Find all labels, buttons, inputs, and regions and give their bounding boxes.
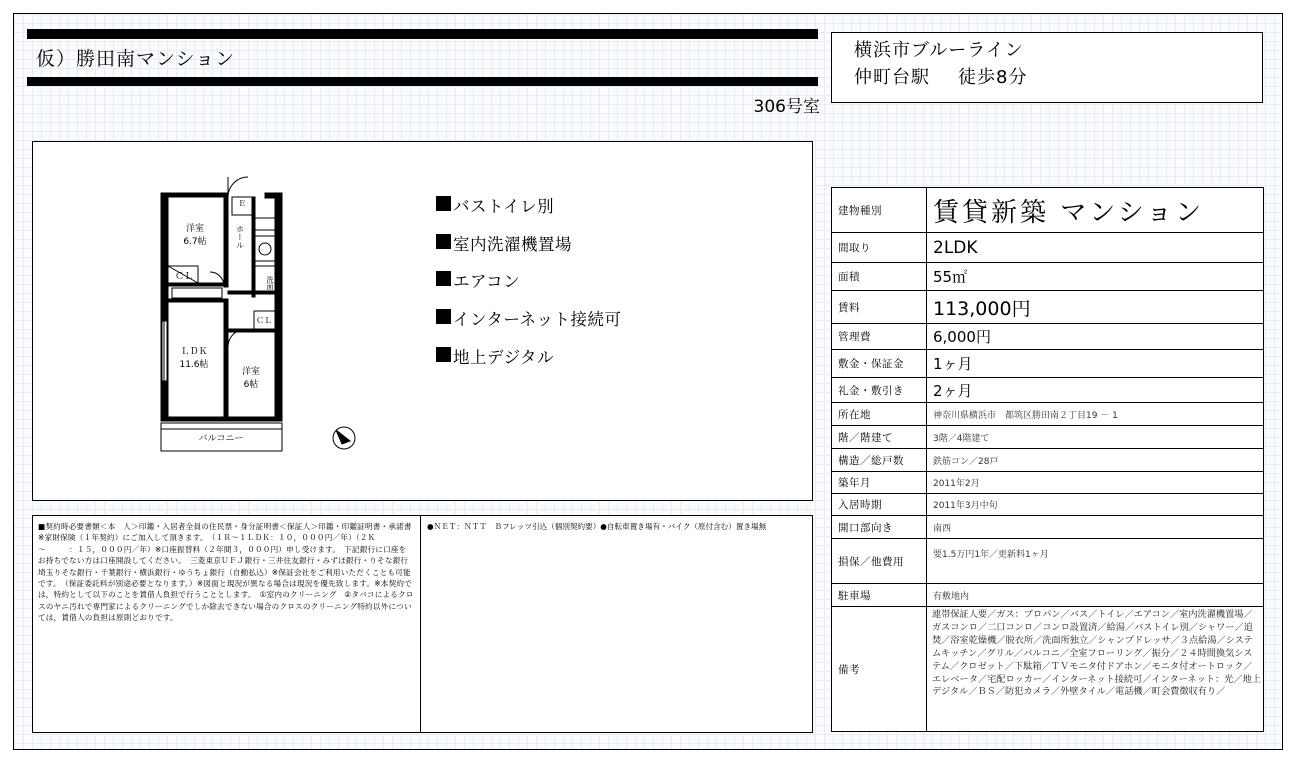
train-line: 横浜市ブルーライン <box>854 40 1024 61</box>
table-row: 構造／総戸数 鉄筋コン／28戸 <box>832 449 1264 472</box>
balcony-label: バルコニー <box>198 434 244 444</box>
ldk-label: ＬＤＫ <box>180 347 208 357</box>
rent-value: 113,000円 <box>927 291 1264 324</box>
table-row: 礼金・敷引き 2ヶ月 <box>832 378 1264 403</box>
closet-2-label: ＣＬ <box>256 316 272 325</box>
room-western-1-size: 6.7帖 <box>183 237 207 247</box>
built-value: 2011年2月 <box>927 472 1264 494</box>
station-walk <box>854 64 1262 91</box>
square-bullet-icon <box>436 347 451 362</box>
deposit-value: 1ヶ月 <box>927 350 1264 378</box>
closet-1-label: ＣＬ <box>174 272 194 282</box>
table-row: 開口部向き 南西 <box>832 516 1264 539</box>
access-box <box>831 32 1263 103</box>
table-row: 建物種別 賃貸新築 マンション <box>832 188 1264 233</box>
table-row: 備考 連帯保証人要／ガス：プロパン／バス／トイレ／エアコン／室内洗濯機置場／ガスコンロ／二口コンロ／コンロ設置済／給湯／バストイレ別／シャワー／追焚／浴室乾燥機／脱衣所／洗面所独立／シャンプドレッサ／３点給湯／システムキッチン／グリル／バルコニ／全室フローリング／振分／２４時間換気システム／クロゼット／下駄箱／ＴＶモニタ付ドアホン／モニタ付オートロック／エレベータ／宅配ロッカー／インターネット接続可／インターネット：光／地上デジタル／ＢＳ／防犯カメラ／外壁タイル／電話機／町会費徴収有り／ <box>832 607 1264 732</box>
move-in-value: 2011年3月中旬 <box>927 494 1264 516</box>
features-list <box>436 193 622 381</box>
room-western-1-label: 洋室 <box>185 224 205 234</box>
table-row: 賃料 113,000円 <box>832 291 1264 324</box>
square-bullet-icon <box>436 196 451 211</box>
wash-label: 洗面 <box>266 276 274 290</box>
table-row: 面積 55㎡ <box>832 263 1264 291</box>
entrance-label: Ｅ <box>238 199 246 208</box>
facility-notes: ●ＮＥＴ：ＮＴＴ Ｂフレッツ引込（個別契約要）●自転車置き場有・バイク（原付含む）置き場無 <box>421 515 813 733</box>
area-value: 55㎡ <box>927 263 1264 291</box>
layout-value: 2LDK <box>927 233 1264 263</box>
spec-table <box>831 187 1264 732</box>
feature-item: 室内洗濯機置場 <box>436 231 622 269</box>
station-name: 仲町台駅 <box>854 67 930 88</box>
floorplan-box <box>32 141 813 501</box>
parking-value: 有敷地内 <box>927 584 1264 607</box>
square-bullet-icon <box>436 234 451 249</box>
floor-value: 3階／4階建て <box>927 426 1264 449</box>
table-row: 敷金・保証金 1ヶ月 <box>832 350 1264 378</box>
room-western-2-label: 洋室 <box>241 367 261 377</box>
room-western-2-size: 6帖 <box>243 380 259 390</box>
contract-notes: ■契約時必要書類＜本 人＞印鑑・入居者全員の住民票・身分証明書＜保証人＞印鑑・印鑑証明書・承諾書※家財保険（１年契約）にご加入して頂きます。 （１Ｒ～１ＬＤＫ：１０，０００円／年）（２Ｋ～ ：１５，０００円／年）※口座振替料（２年間３，０００円）申し受けます。 下記銀行に口座をお持ちでない方は口座開設してください。 三菱東京ＵＦＪ銀行・三井住友銀行・みずほ銀行・りそな銀行 埼玉りそな銀行・千葉銀行・横浜銀行・ゆうちょ銀行（自動払込）※保証会社をご利用いただくことも可能です。 （保証委託料が別途必要となります。）※図面と現況が異なる場合は現況を優先致します。※本契約では，特約として以下のことを賃借人負担で行うこととします。 ①室内のクリーニング ②タバコによるクロスのヤニ汚れで専門家によるクリーニングでしか除去できない場合のクロスのクリーニング特約以外については，賃借人の負担は原則どおりです。 <box>32 515 421 733</box>
header-top-bar <box>27 29 818 39</box>
table-row: 間取り 2LDK <box>832 233 1264 263</box>
table-row: 築年月 2011年2月 <box>832 472 1264 494</box>
structure-value: 鉄筋コン／28戸 <box>927 449 1264 472</box>
direction-value: 南西 <box>927 516 1264 539</box>
floorplan-drawing <box>32 141 813 501</box>
header-bottom-bar <box>27 77 818 86</box>
table-row: 階／階建て 3階／4階建て <box>832 426 1264 449</box>
table-row: 入居時期 2011年3月中旬 <box>832 494 1264 516</box>
ldk-size: 11.6帖 <box>179 360 209 370</box>
feature-item: エアコン <box>436 268 622 306</box>
remarks-value: 連帯保証人要／ガス：プロパン／バス／トイレ／エアコン／室内洗濯機置場／ガスコンロ／二口コンロ／コンロ設置済／給湯／バストイレ別／シャワー／追焚／浴室乾燥機／脱衣所／洗面所独立／シャンプドレッサ／３点給湯／システムキッチン／グリル／バルコニ／全室フローリング／振分／２４時間換気システム／クロゼット／下駄箱／ＴＶモニタ付ドアホン／モニタ付オートロック／エレベータ／宅配ロッカー／インターネット接続可／インターネット：光／地上デジタル／ＢＳ／防犯カメラ／外壁タイル／電話機／町会費徴収有り／ <box>927 607 1264 732</box>
hall-label: ホール <box>235 225 245 249</box>
walk-time: 徒歩8分 <box>958 67 1028 88</box>
room-number: 306号室 <box>753 97 820 117</box>
key-money-value: 2ヶ月 <box>927 378 1264 403</box>
square-bullet-icon <box>436 309 451 324</box>
property-name: 仮）勝田南マンション <box>36 48 236 70</box>
building-type: 賃貸新築 マンション <box>927 188 1264 233</box>
table-row: 駐車場 有敷地内 <box>832 584 1264 607</box>
insurance-value: 要1.5万円1年／更新料1ヶ月 <box>927 539 1264 584</box>
management-fee-value: 6,000円 <box>927 324 1264 350</box>
feature-item: インターネット接続可 <box>436 306 622 344</box>
table-row: 損保／他費用 要1.5万円1年／更新料1ヶ月 <box>832 539 1264 584</box>
feature-item: 地上デジタル <box>436 344 622 382</box>
feature-item: バストイレ別 <box>436 193 622 231</box>
table-row: 所在地 神奈川県横浜市 都筑区勝田南２丁目19 － 1 <box>832 403 1264 426</box>
table-row: 管理費 6,000円 <box>832 324 1264 350</box>
address-value: 神奈川県横浜市 都筑区勝田南２丁目19 － 1 <box>927 403 1264 426</box>
square-bullet-icon <box>436 271 451 286</box>
